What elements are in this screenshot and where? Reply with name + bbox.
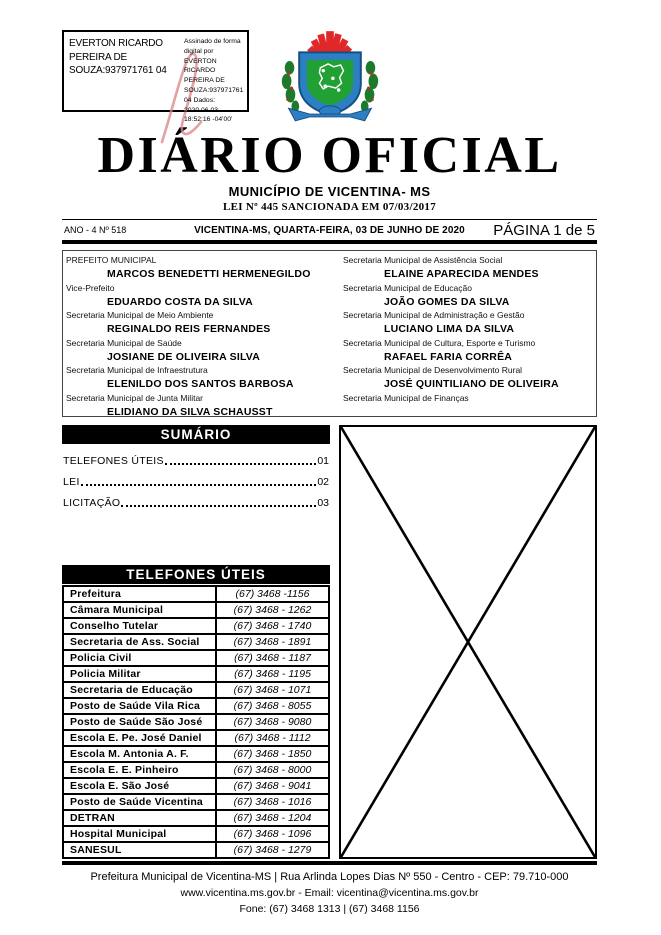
- official-name: LUCIANO LIMA DA SILVA: [384, 323, 515, 335]
- law-subtitle: LEI Nº 445 SANCIONADA EM 07/03/2017: [222, 201, 437, 213]
- phone-name-cell: Prefeitura: [63, 586, 216, 602]
- toc-page-number: 02: [317, 476, 329, 488]
- official-role: Secretaria Municipal de Cultura, Esporte e Turismo: [343, 337, 536, 348]
- main-content: [62, 425, 597, 859]
- table-row: [63, 618, 329, 634]
- official-role: Secretaria Municipal de Finanças: [343, 392, 469, 403]
- phones-table: [62, 585, 330, 859]
- table-row: [63, 666, 329, 682]
- digital-signature-stamp: [62, 30, 249, 124]
- edition-date: VICENTINA-MS, QUARTA-FEIRA, 03 DE JUNHO DE 2020: [194, 224, 465, 236]
- phone-name-cell: Secretaria de Educação: [63, 682, 216, 698]
- footer-address: Prefeitura Municipal de Vicentina-MS | Rua Arlinda Lopes Dias Nº 550 - Centro - CEP: 79.710-000: [90, 871, 569, 883]
- table-row: [63, 682, 329, 698]
- phone-number-cell: (67) 3468 - 1891: [216, 634, 329, 650]
- edition-bar: [62, 220, 597, 240]
- official-role: Vice-Prefeito: [66, 282, 115, 293]
- official-role: Secretaria Municipal de Administração e Gestão: [343, 310, 525, 320]
- signature-subject: EVERTON RICARDO PEREIRA DE SOUZA:937971761 04: [69, 38, 167, 76]
- officials-column-right: [343, 254, 594, 412]
- table-row: [63, 714, 329, 730]
- table-row: [63, 586, 329, 602]
- divider-thick-top: [62, 240, 597, 244]
- table-row: [63, 602, 329, 618]
- summary-section: [62, 425, 330, 511]
- toc-label: LICITAÇÃO: [63, 497, 121, 509]
- phone-number-cell: (67) 3468 - 1279: [216, 842, 329, 858]
- phone-number-cell: (67) 3468 - 1016: [216, 794, 329, 810]
- phone-number-cell: (67) 3468 - 1195: [216, 666, 329, 682]
- phone-name-cell: SANESUL: [63, 842, 216, 858]
- edition-number: ANO - 4 Nº 518: [64, 225, 127, 235]
- phone-number-cell: (67) 3468 - 1262: [216, 602, 329, 618]
- phone-name-cell: Escola E. Pe. José Daniel: [63, 730, 216, 746]
- official-name: EDUARDO COSTA DA SILVA: [107, 295, 253, 308]
- municipality-subtitle: MUNICÍPIO DE VICENTINA- MS: [228, 184, 431, 199]
- table-row: [63, 634, 329, 650]
- left-column: [62, 425, 330, 859]
- phone-name-cell: Posto de Saúde Vicentina: [63, 794, 216, 810]
- phone-name-cell: Hospital Municipal: [63, 826, 216, 842]
- page-header: [62, 28, 597, 128]
- official-role: Secretaria Municipal de Meio Ambiente: [66, 310, 214, 320]
- table-row: [63, 778, 329, 794]
- divider-thick-bottom: [62, 861, 597, 865]
- official-role: Secretaria Municipal de Assistência Social: [343, 255, 503, 265]
- phone-number-cell: (67) 3468 - 1850: [216, 746, 329, 762]
- toc-page-number: 03: [317, 497, 329, 509]
- footer: [62, 869, 597, 917]
- table-row: [63, 650, 329, 666]
- official-name: ELAINE APARECIDA MENDES: [384, 268, 539, 280]
- toc-row: [63, 448, 329, 469]
- phone-name-cell: DETRAN: [63, 810, 216, 826]
- toc-row: [63, 490, 329, 511]
- phone-name-cell: Escola M. Antonia A. F.: [63, 746, 216, 762]
- toc-label: LEI: [63, 476, 80, 488]
- official-name: MARCOS BENEDETTI HERMENEGILDO: [107, 268, 311, 280]
- toc-leader-dots: [81, 484, 317, 486]
- phones-section: [62, 565, 330, 859]
- table-row: [63, 794, 329, 810]
- right-column: [339, 425, 597, 859]
- table-row: [63, 746, 329, 762]
- official-role: Secretaria Municipal de Junta Militar: [66, 392, 204, 403]
- phone-name-cell: Posto de Saúde Vila Rica: [63, 698, 216, 714]
- official-role: Secretaria Municipal de Desenvolvimento Rural: [343, 365, 523, 375]
- phone-name-cell: Escola E. São José: [63, 778, 216, 794]
- phone-number-cell: (67) 3468 - 9041: [216, 778, 329, 794]
- official-name: ELENILDO DOS SANTOS BARBOSA: [107, 378, 294, 390]
- toc-page-number: 01: [317, 455, 329, 467]
- officials-column-left: [66, 254, 343, 418]
- placeholder-x-icon: [341, 427, 595, 857]
- official-role: Secretaria Municipal de Infraestrutura: [66, 365, 208, 375]
- phone-number-cell: (67) 3468 - 1740: [216, 618, 329, 634]
- toc-leader-dots: [121, 505, 316, 507]
- footer-phone: Fone: (67) 3468 1313 | (67) 3468 1156: [239, 903, 420, 915]
- table-row: [63, 762, 329, 778]
- official-role: Secretaria Municipal de Educação: [343, 282, 472, 293]
- phone-number-cell: (67) 3468 - 1071: [216, 682, 329, 698]
- phone-name-cell: Policia Militar: [63, 666, 216, 682]
- phone-number-cell: (67) 3468 - 8000: [216, 762, 329, 778]
- phone-number-cell: (67) 3468 - 8055: [216, 698, 329, 714]
- toc-leader-dots: [165, 463, 317, 465]
- image-placeholder: [339, 425, 597, 859]
- coat-of-arms-icon: [277, 26, 383, 130]
- phone-name-cell: Câmara Municipal: [63, 602, 216, 618]
- phone-name-cell: Secretaria de Ass. Social: [63, 634, 216, 650]
- toc-label: TELEFONES ÚTEIS: [63, 455, 164, 467]
- table-row: [63, 826, 329, 842]
- officials-panel: [62, 250, 597, 417]
- phones-title-bar: TELEFONES ÚTEIS: [62, 565, 330, 584]
- masthead: [62, 127, 597, 213]
- phone-name-cell: Posto de Saúde São José: [63, 714, 216, 730]
- footer-web-email: www.vicentina.ms.gov.br - Email: vicentina@vicentina.ms.gov.br: [180, 887, 479, 899]
- summary-list: [62, 444, 330, 511]
- page-title: DIÁRIO OFICIAL: [97, 127, 562, 184]
- phone-number-cell: (67) 3468 - 9080: [216, 714, 329, 730]
- phone-number-cell: (67) 3468 - 1112: [216, 730, 329, 746]
- phone-name-cell: Conselho Tutelar: [63, 618, 216, 634]
- phone-number-cell: (67) 3468 - 1187: [216, 650, 329, 666]
- section-gap: [62, 511, 330, 565]
- official-role: PREFEITO MUNICIPAL: [66, 255, 157, 265]
- official-name: JOSIANE DE OLIVEIRA SILVA: [107, 350, 260, 363]
- table-row: [63, 842, 329, 858]
- official-role: Secretaria Municipal de Saúde: [66, 337, 182, 348]
- official-name: JOÃO GOMES DA SILVA: [384, 295, 510, 308]
- phone-number-cell: (67) 3468 -1156: [216, 586, 329, 602]
- phone-number-cell: (67) 3468 - 1204: [216, 810, 329, 826]
- table-row: [63, 810, 329, 826]
- phone-number-cell: (67) 3468 - 1096: [216, 826, 329, 842]
- table-row: [63, 698, 329, 714]
- phone-name-cell: Policia Civil: [63, 650, 216, 666]
- signature-statement: Assinado de forma digital por EVERTON RICARDO PEREIRA DE SOUZA:93797176104 Dados: 2020.06.03 18:52:16 -04'00': [184, 38, 244, 124]
- official-name: ELIDIANO DA SILVA SCHAUSST: [107, 405, 273, 418]
- table-row: [63, 730, 329, 746]
- official-name: REGINALDO REIS FERNANDES: [107, 323, 271, 335]
- official-name: JOSÉ QUINTILIANO DE OLIVEIRA: [384, 378, 559, 390]
- toc-row: [63, 469, 329, 490]
- phone-name-cell: Escola E. E. Pinheiro: [63, 762, 216, 778]
- page-indicator: PÁGINA 1 de 5: [493, 221, 595, 239]
- official-name: RAFAEL FARIA CORRÊA: [384, 350, 513, 363]
- summary-title-bar: SUMÁRIO: [62, 425, 330, 444]
